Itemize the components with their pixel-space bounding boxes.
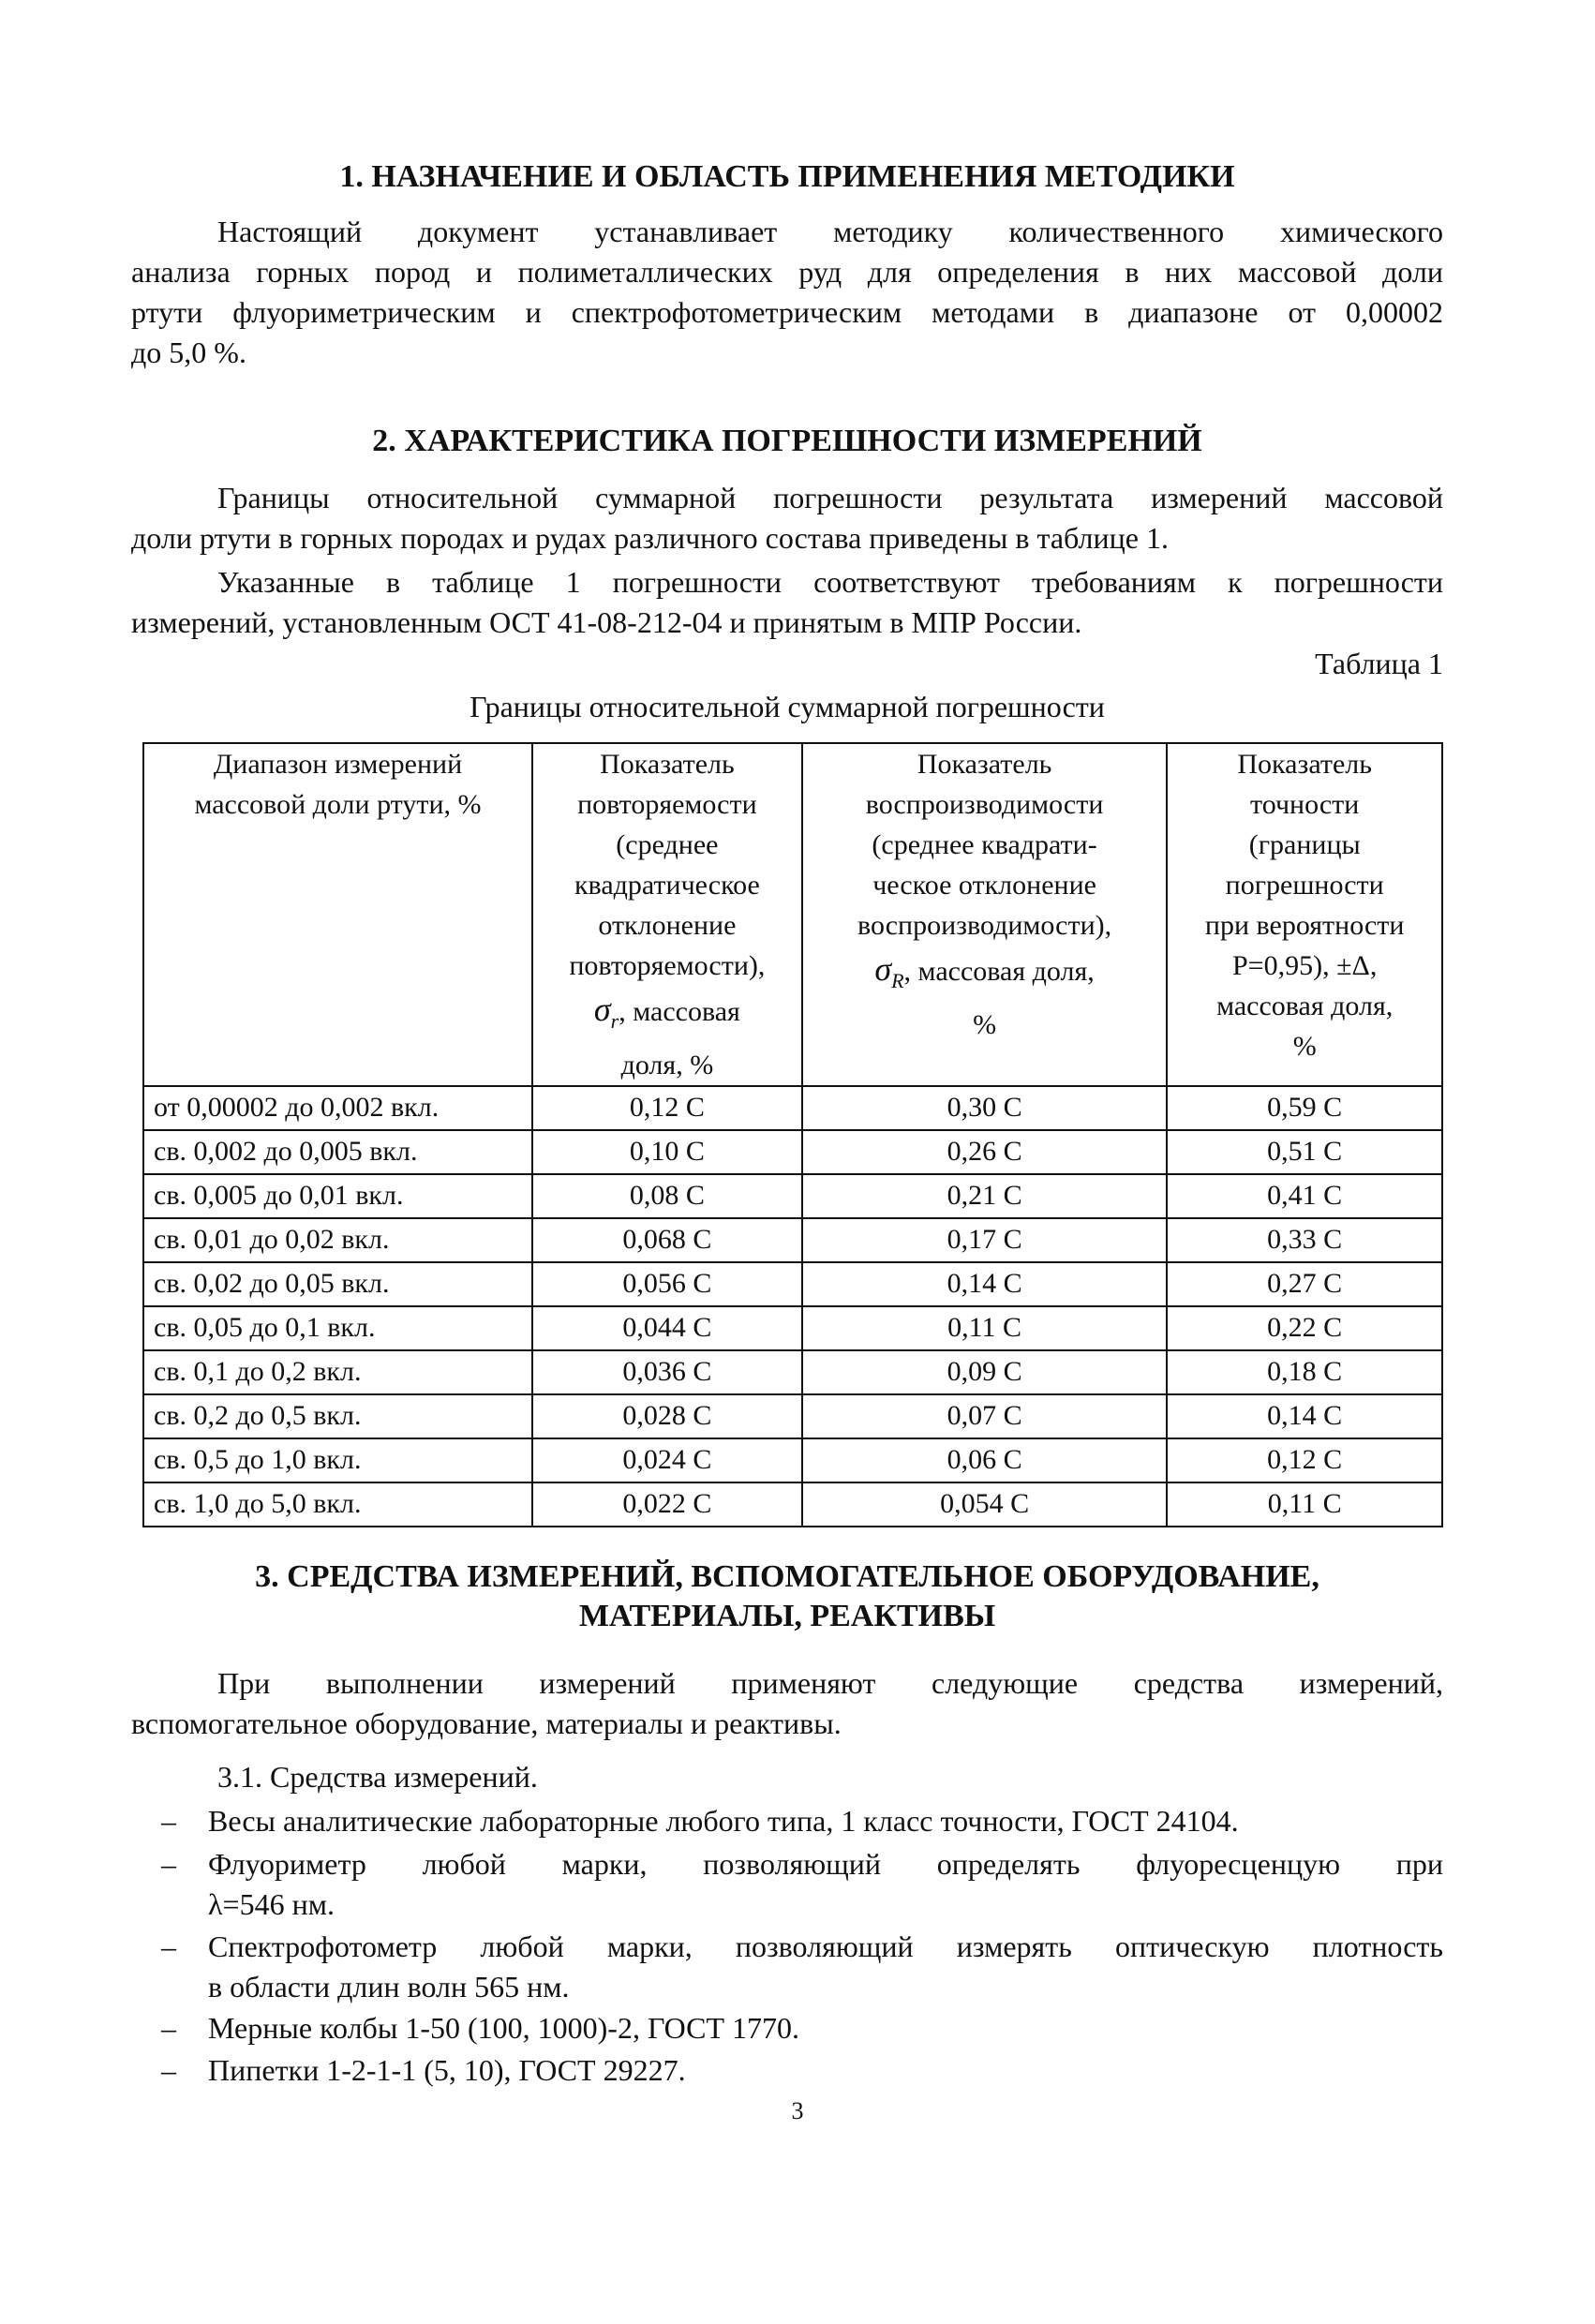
table-row [143,1130,1442,1174]
header-accuracy-line-8: % [1292,1031,1317,1062]
table-row [143,1262,1442,1306]
table-row [143,1394,1442,1438]
subsection-3-1: 3.1. Средства измерений. [217,1760,538,1794]
header-reproducibility [802,743,1168,1086]
cell-repeatability: 0,068 C [532,1218,802,1262]
header-reprod-last: % [973,1009,997,1040]
cell-reproducibility: 0,11 C [802,1306,1168,1350]
cell-repeatability: 0,044 C [532,1306,802,1350]
cell-accuracy: 0,22 C [1167,1306,1442,1350]
section-3-title-line-1: 3. СРЕДСТВА ИЗМЕРЕНИЙ, ВСПОМОГАТЕЛЬНОЕ ОБОРУДОВАНИЕ, [255,1559,1319,1594]
header-accuracy-line-2: точности [1250,789,1360,820]
header-repeat-tail: , массовая [619,996,740,1027]
table-row [143,1350,1442,1394]
cell-repeatability: 0,12 C [532,1086,802,1130]
header-repeatability [532,743,802,1086]
header-reprod-line-1: Показатель [917,749,1052,780]
header-range [143,743,532,1086]
header-accuracy-line-6: P=0,95), ±Δ, [1232,950,1378,981]
cell-range: св. 0,05 до 0,1 вкл. [143,1306,532,1350]
list-item-line: Спектрофотометр любой марки, позволяющий измерять оптическую плотность [208,1929,1443,1963]
cell-accuracy: 0,33 C [1167,1218,1442,1262]
header-repeat-line-4: квадратическое [574,870,760,901]
cell-reproducibility: 0,14 C [802,1262,1168,1306]
table-caption: Границы относительной суммарной погрешности [470,690,1105,723]
page-number: 3 [791,2097,804,2124]
table-row [143,1438,1442,1482]
cell-reproducibility: 0,21 C [802,1174,1168,1218]
cell-range: св. 0,02 до 0,05 вкл. [143,1262,532,1306]
header-accuracy-line-1: Показатель [1237,749,1372,780]
cell-range: св. 0,005 до 0,01 вкл. [143,1174,532,1218]
cell-repeatability: 0,056 C [532,1262,802,1306]
cell-range: св. 0,5 до 1,0 вкл. [143,1438,532,1482]
section-2-para-1 [131,478,1443,559]
list-item [161,1844,1443,1925]
cell-repeatability: 0,024 C [532,1438,802,1482]
section-3-intro-line-1: При выполнении измерений применяют следующие средства измерений, [217,1666,1443,1700]
section-2-para-1-line-1: Границы относительной суммарной погрешности результата измерений массовой [217,481,1443,514]
list-item [161,2008,1443,2048]
header-accuracy-line-4: погрешности [1225,870,1384,901]
cell-reproducibility: 0,054 C [802,1482,1168,1527]
list-dash: – [161,1847,176,1881]
section-3-intro-line-2: вспомогательное оборудование, материалы и реактивы. [131,1706,842,1740]
header-accuracy-line-5: при вероятности [1204,910,1405,941]
list-item-line: Флуориметр любой марки, позволяющий определять флуоресценцую при [208,1847,1443,1881]
header-repeat-line-6: повторяемости), [569,950,766,981]
table-row [143,1306,1442,1350]
list-item-line: Пипетки 1-2-1-1 (5, 10), ГОСТ 29227. [208,2053,686,2087]
sigma-R-subscript: R [891,969,904,992]
cell-accuracy: 0,11 C [1167,1482,1442,1527]
list-item-line: Мерные колбы 1-50 (100, 1000)-2, ГОСТ 1770. [208,2011,800,2045]
header-reprod-line-2: воспроизводимости [865,789,1104,820]
table-row [143,1086,1442,1130]
section-3-intro [131,1663,1443,1744]
list-item-line: в области длин волн 565 нм. [208,1970,570,2004]
cell-range: от 0,00002 до 0,002 вкл. [143,1086,532,1130]
sigma-R-symbol: σ [874,950,892,988]
error-characteristics-table [142,742,1443,1527]
cell-accuracy: 0,41 C [1167,1174,1442,1218]
cell-repeatability: 0,08 C [532,1174,802,1218]
list-dash: – [161,1804,176,1838]
section-1-title: 1. НАЗНАЧЕНИЕ И ОБЛАСТЬ ПРИМЕНЕНИЯ МЕТОДИКИ [339,159,1235,194]
cell-accuracy: 0,27 C [1167,1262,1442,1306]
header-repeat-line-2: повторяемости [577,789,757,820]
sigma-r-subscript: r [610,1009,619,1033]
cell-range: св. 0,01 до 0,02 вкл. [143,1218,532,1262]
cell-reproducibility: 0,07 C [802,1394,1168,1438]
list-dash: – [161,2011,176,2045]
cell-repeatability: 0,022 C [532,1482,802,1527]
section-2-para-2-line-1: Указанные в таблице 1 погрешности соответствуют требованиям к погрешности [217,565,1443,599]
cell-accuracy: 0,18 C [1167,1350,1442,1394]
table-row [143,1174,1442,1218]
cell-reproducibility: 0,06 C [802,1438,1168,1482]
list-item-line: λ=546 нм. [208,1887,335,1921]
table-row [143,1218,1442,1262]
section-1-line-2: анализа горных пород и полиметаллических руд для определения в них массовой доли [131,255,1443,289]
header-reprod-tail: , массовая доля, [903,956,1095,987]
cell-accuracy: 0,14 C [1167,1394,1442,1438]
header-repeat-line-3: (среднее [616,829,719,860]
header-range-line-1: Диапазон измерений [213,749,463,780]
header-accuracy-line-3: (границы [1248,829,1361,860]
section-2-para-2-line-2: измерений, установленным ОСТ 41-08-212-04 и принятым в МПР России. [131,605,1082,639]
section-1-text [131,212,1443,373]
header-accuracy-line-7: массовая доля, [1216,991,1394,1021]
cell-reproducibility: 0,26 C [802,1130,1168,1174]
cell-reproducibility: 0,09 C [802,1350,1168,1394]
list-dash: – [161,1929,176,1963]
header-repeat-last: доля, % [620,1050,714,1080]
sigma-r-symbol: σ [593,991,611,1028]
cell-range: св. 1,0 до 5,0 вкл. [143,1482,532,1527]
list-dash: – [161,2053,176,2087]
section-2-para-1-line-2: доли ртути в горных породах и рудах различного состава приведены в таблице 1. [131,521,1169,555]
header-repeat-symbol-line [541,986,794,1045]
list-item-line: Весы аналитические лабораторные любого типа, 1 класс точности, ГОСТ 24104. [208,1804,1239,1838]
header-repeat-line-1: Показатель [600,749,735,780]
table-row [143,1482,1442,1527]
section-2-title: 2. ХАРАКТЕРИСТИКА ПОГРЕШНОСТИ ИЗМЕРЕНИЙ [372,424,1202,458]
cell-reproducibility: 0,17 C [802,1218,1168,1262]
table-header-row [143,743,1442,1086]
list-item [161,1927,1443,2007]
header-reprod-line-3: (среднее квадрати- [872,829,1097,860]
list-item [161,2050,1443,2091]
cell-accuracy: 0,12 C [1167,1438,1442,1482]
cell-range: св. 0,1 до 0,2 вкл. [143,1350,532,1394]
header-repeat-line-5: отклонение [598,910,737,941]
header-reprod-line-5: воспроизводимости), [857,910,1112,941]
header-accuracy [1167,743,1442,1086]
header-range-line-2: массовой доли ртути, % [194,789,482,820]
cell-repeatability: 0,10 C [532,1130,802,1174]
cell-range: св. 0,002 до 0,005 вкл. [143,1130,532,1174]
cell-reproducibility: 0,30 C [802,1086,1168,1130]
header-reprod-line-4: ческое отклонение [872,870,1096,901]
list-item [161,1801,1443,1841]
cell-repeatability: 0,036 C [532,1350,802,1394]
cell-range: св. 0,2 до 0,5 вкл. [143,1394,532,1438]
section-2-para-2 [131,562,1443,643]
cell-accuracy: 0,59 C [1167,1086,1442,1130]
section-3-title-line-2: МАТЕРИАЛЫ, РЕАКТИВЫ [578,1599,996,1633]
section-1-line-1: Настоящий документ устанавливает методику количественного химического [217,215,1443,248]
header-reprod-symbol-line [811,946,1159,1005]
cell-accuracy: 0,51 C [1167,1130,1442,1174]
table-label: Таблица 1 [1315,647,1443,680]
section-3-title [131,1557,1443,1636]
cell-repeatability: 0,028 C [532,1394,802,1438]
section-1-line-3: ртути флуориметрическим и спектрофотометрическим методами в диапазоне от 0,00002 [131,295,1443,329]
section-1-line-4: до 5,0 %. [131,335,246,369]
